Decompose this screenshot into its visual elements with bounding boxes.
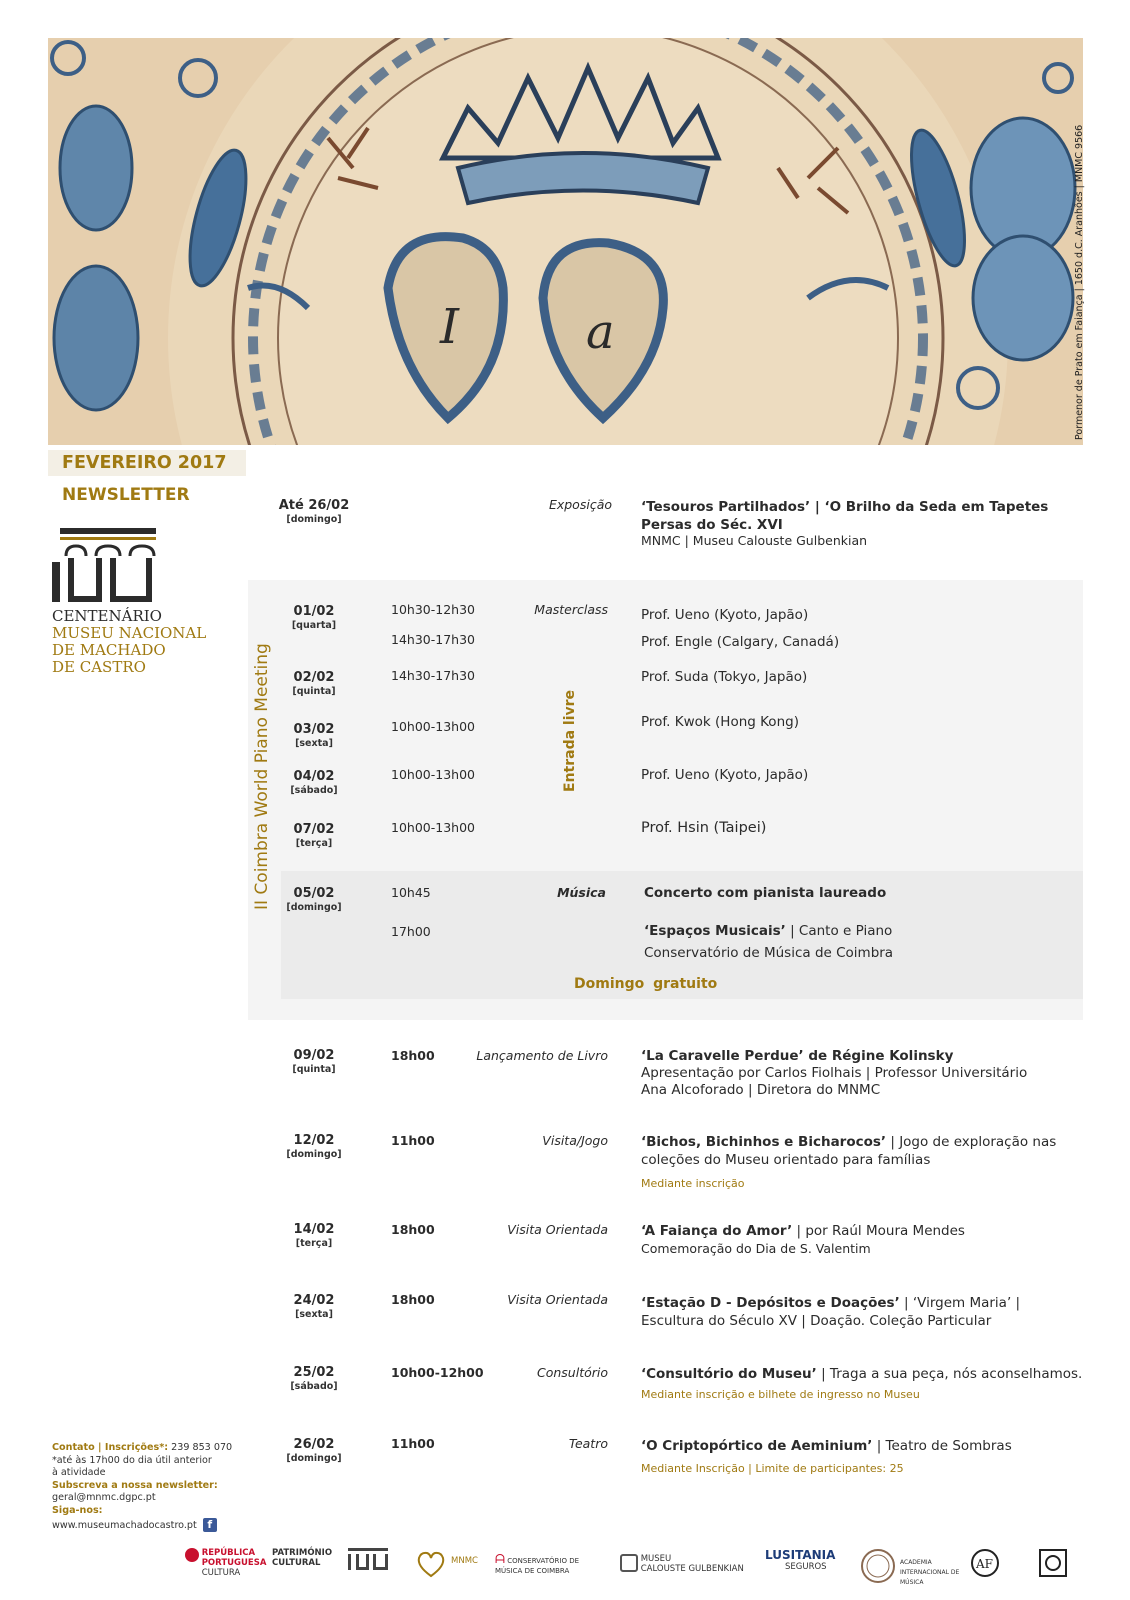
event-teatro-text <box>641 1437 1081 1455</box>
event-date: Até 26/02 <box>278 498 350 513</box>
event-day: [domingo] <box>286 1149 342 1160</box>
event-m3-date-block <box>274 722 354 749</box>
event-date: 03/02 <box>293 722 335 737</box>
event-type: Teatro <box>568 1436 608 1451</box>
event-desc-rest: | Teatro de Sombras <box>872 1438 1012 1454</box>
piano-meeting-label: II Coimbra World Piano Meeting <box>252 643 272 910</box>
logo-line-4: DE CASTRO <box>52 658 146 676</box>
sponsor-mnmc <box>415 1548 478 1583</box>
event-desc: Prof. Ueno (Kyoto, Japão) <box>641 767 809 783</box>
event-date: 26/02 <box>293 1437 335 1452</box>
event-cons-text <box>641 1365 1091 1383</box>
contact-email-link[interactable]: geral@mnmc.dgpc.pt <box>52 1492 156 1504</box>
svg-text:a: a <box>586 304 615 360</box>
event-type: Exposição <box>548 497 612 512</box>
event-date: 12/02 <box>293 1133 335 1148</box>
event-time: 11h00 <box>391 1133 435 1148</box>
event-day: [sexta] <box>295 1309 333 1320</box>
logo-line-2: MUSEU NACIONAL <box>52 624 207 642</box>
event-title: ‘La Caravelle Perdue’ de Régine Kolinsky <box>641 1048 954 1064</box>
event-desc <box>644 922 1084 940</box>
event-cons-date-block <box>274 1365 354 1392</box>
sponsor-text: CULTURA <box>201 1568 241 1578</box>
website-link[interactable]: www.museumachadocastro.pt <box>52 1519 197 1531</box>
gulbenkian-icon <box>620 1554 638 1572</box>
newsletter-month: FEVEREIRO 2017 <box>48 450 246 476</box>
sponsor-text: CALOUSTE GULBENKIAN <box>640 1564 744 1574</box>
event-day: [sábado] <box>290 1381 338 1392</box>
sponsor-text: LUSITANIA <box>765 1548 836 1562</box>
event-time: 10h45 <box>391 885 431 900</box>
event-date: 25/02 <box>293 1365 335 1380</box>
event-title: ‘O Criptopórtico de Aeminium’ <box>641 1438 873 1454</box>
sponsor-orfeu <box>1038 1548 1068 1587</box>
centenario-100-icon <box>52 526 160 604</box>
event-sub: MNMC | Museu Calouste Gulbenkian <box>641 533 868 548</box>
centenario-logo <box>52 526 212 676</box>
event-time: 10h00-13h00 <box>391 820 475 835</box>
sponsor-conservatorio <box>495 1554 595 1576</box>
republica-emblem-icon <box>185 1548 199 1562</box>
event-day: [domingo] <box>286 514 342 525</box>
event-day: [sexta] <box>295 738 333 749</box>
sponsor-centenario <box>348 1548 388 1573</box>
centenario-small-icon <box>348 1548 388 1570</box>
logo-line-3: DE MACHADO <box>52 641 166 659</box>
event-title: ‘Bichos, Bichinhos e Bicharocos’ <box>641 1134 887 1150</box>
sponsor-text: ACADEMIA INTERNACIONAL DE MÚSICA <box>900 1559 960 1586</box>
contact-phone[interactable]: 239 853 070 <box>168 1442 233 1453</box>
event-m4-date-block <box>274 769 354 796</box>
event-day: [sábado] <box>290 785 338 796</box>
event-title: ‘Consultório do Museu’ <box>641 1366 817 1382</box>
event-day: [domingo] <box>286 902 342 913</box>
event-date: 01/02 <box>293 604 335 619</box>
contact-note: à atividade <box>52 1467 106 1479</box>
event-m2-date-block <box>274 670 354 697</box>
event-title: ‘Espaços Musicais’ <box>644 923 786 939</box>
contact-block <box>52 1442 242 1532</box>
logo-line-1: CENTENÁRIO <box>52 607 162 625</box>
event-book-text <box>641 1047 1081 1065</box>
event-type: Visita Orientada <box>507 1222 608 1237</box>
hero-plate-image <box>48 38 1083 445</box>
event-time: 11h00 <box>391 1436 435 1451</box>
event-day: [terça] <box>295 1238 333 1249</box>
newsletter-title: NEWSLETTER <box>62 485 190 505</box>
sponsor-lusitania <box>765 1550 835 1572</box>
facebook-icon[interactable]: f <box>203 1518 217 1532</box>
event-type: Lançamento de Livro <box>476 1048 608 1063</box>
event-desc: Conservatório de Música de Coimbra <box>644 945 894 961</box>
event-date: 04/02 <box>293 769 335 784</box>
event-desc: Prof. Suda (Tokyo, Japão) <box>641 669 808 685</box>
registration-note: Mediante Inscrição | Limite de participantes: 25 <box>641 1462 904 1475</box>
domingo-gratuito-label: Domingo gratuito <box>574 976 718 992</box>
sponsor-text: CONSERVATÓRIO DE MÚSICA DE COIMBRA <box>495 1557 580 1575</box>
sponsor-logos <box>180 1548 1080 1590</box>
event-v1-date-block <box>274 1222 354 1249</box>
sponsor-academia <box>860 1548 960 1587</box>
event-sub: Ana Alcoforado | Diretora do MNMC <box>641 1082 881 1098</box>
event-music-date-block <box>274 886 354 913</box>
event-time: 14h30-17h30 <box>391 632 475 647</box>
academia-ring-icon <box>860 1548 896 1584</box>
event-game-text <box>641 1133 1081 1169</box>
event-expo-title <box>641 498 1081 534</box>
event-time: 10h00-13h00 <box>391 719 475 734</box>
event-expo-date-block <box>274 498 354 525</box>
sponsor-republica <box>185 1548 266 1578</box>
event-sub: Comemoração do Dia de S. Valentim <box>641 1241 871 1256</box>
event-book-date-block <box>274 1048 354 1075</box>
contact-note: *até às 17h00 do dia útil anterior <box>52 1454 212 1466</box>
event-time: 14h30-17h30 <box>391 668 475 683</box>
sponsor-text: MUSEU <box>640 1554 672 1564</box>
aaf-icon <box>970 1548 1000 1578</box>
event-day: [quinta] <box>292 686 336 697</box>
event-time: 10h30-12h30 <box>391 602 475 617</box>
event-date: 02/02 <box>293 670 335 685</box>
event-day: [terça] <box>295 838 333 849</box>
event-sub: Apresentação por Carlos Fiolhais | Professor Universitário <box>641 1065 1028 1081</box>
sponsor-text: PORTUGUESA <box>201 1558 267 1568</box>
event-desc-rest: | Jogo de exploração nas coleções do Museu orientado para famílias <box>641 1134 1057 1168</box>
event-desc-rest: | Canto e Piano <box>785 923 893 939</box>
event-type: Masterclass <box>534 602 608 617</box>
event-title: ‘Estação D - Depósitos e Doações’ <box>641 1295 900 1311</box>
event-title: ‘Tesouros Partilhados’ | ‘O Brilho da Seda em Tapetes Persas do Séc. XVI <box>641 499 1049 533</box>
subscribe-label: Subscreva a nossa newsletter: <box>52 1479 218 1491</box>
event-time: 10h00-12h00 <box>391 1365 484 1380</box>
event-desc: Prof. Kwok (Hong Kong) <box>641 714 799 730</box>
sponsor-text: SEGUROS <box>785 1562 827 1572</box>
follow-label: Siga-nos: <box>52 1504 103 1516</box>
mnmc-heart-icon <box>415 1548 447 1580</box>
event-time: 17h00 <box>391 924 431 939</box>
event-v2-date-block <box>274 1293 354 1320</box>
sponsor-patrimonio <box>272 1548 332 1568</box>
orfeu-icon <box>1038 1548 1068 1584</box>
event-date: 14/02 <box>293 1222 335 1237</box>
event-desc: Prof. Hsin (Taipei) <box>641 820 767 836</box>
event-type: Música <box>557 885 606 900</box>
event-v2-text <box>641 1294 1081 1330</box>
svg-text:AF: AF <box>976 1557 993 1571</box>
event-desc-rest: | ‘Virgem Maria’ | Escultura do Século XV | Doação. Coleção Particular <box>641 1295 1021 1329</box>
event-time: 10h00-13h00 <box>391 767 475 782</box>
svg-text:I: I <box>440 299 459 355</box>
event-date: 24/02 <box>293 1293 335 1308</box>
event-desc-rest: | Traga a sua peça, nós aconselhamos. <box>816 1366 1083 1382</box>
event-teatro-date-block <box>274 1437 354 1464</box>
event-type: Consultório <box>536 1365 608 1380</box>
sponsor-text: CULTURAL <box>272 1558 321 1568</box>
event-time: 18h00 <box>391 1292 435 1307</box>
event-day: [quarta] <box>291 620 337 631</box>
event-date: 09/02 <box>293 1048 335 1063</box>
event-type: Visita Orientada <box>507 1292 608 1307</box>
image-caption: Pormenor de Prato em Faiança | 1650 d.C. Aranhões | MNMC 9566 <box>1074 124 1085 440</box>
event-desc: Prof. Engle (Calgary, Canadá) <box>641 634 840 650</box>
event-date: 07/02 <box>293 822 335 837</box>
registration-note: Mediante inscrição e bilhete de ingresso no Museu <box>641 1388 920 1401</box>
sponsor-text: PATRIMÓNIO <box>272 1548 333 1558</box>
event-desc: Concerto com pianista laureado <box>644 885 887 901</box>
event-day: [quinta] <box>292 1064 336 1075</box>
event-m5-date-block <box>274 822 354 849</box>
event-time: 18h00 <box>391 1222 435 1237</box>
registration-note: Mediante inscrição <box>641 1177 745 1190</box>
contact-label: Contato | Inscrições*: <box>52 1442 169 1453</box>
conservatorio-icon: ᗩ <box>495 1552 505 1566</box>
event-title: ‘A Faiança do Amor’ <box>641 1223 793 1239</box>
event-desc: Prof. Ueno (Kyoto, Japão) <box>641 607 809 623</box>
sponsor-aaf <box>970 1548 1000 1581</box>
sponsor-text: MNMC <box>451 1556 478 1566</box>
event-time: 18h00 <box>391 1048 435 1063</box>
sponsor-gulbenkian <box>620 1554 744 1574</box>
sponsor-text: REPÚBLICA <box>201 1548 256 1558</box>
entrada-livre-label: Entrada livre <box>562 689 578 792</box>
event-type: Visita/Jogo <box>542 1133 608 1148</box>
event-v1-text <box>641 1222 1081 1240</box>
event-date: 05/02 <box>293 886 335 901</box>
event-desc-rest: | por Raúl Moura Mendes <box>792 1223 965 1239</box>
event-game-date-block <box>274 1133 354 1160</box>
event-day: [domingo] <box>286 1453 342 1464</box>
event-m1-date-block <box>274 604 354 631</box>
